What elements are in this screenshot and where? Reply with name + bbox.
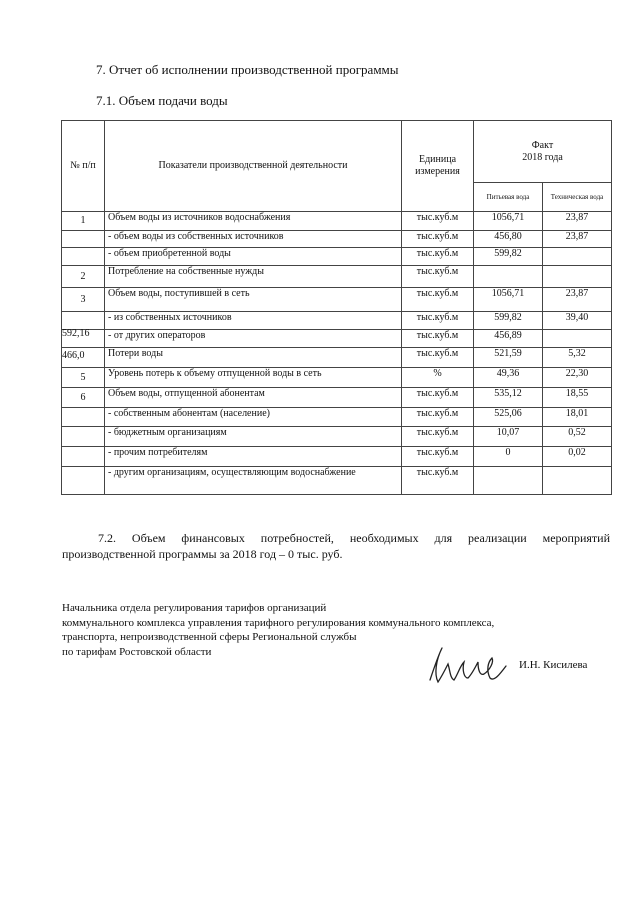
table-row [62, 231, 612, 248]
col-indicator-header: Показатели производственной деятельности [105, 121, 402, 212]
subsection-heading: 7.1. Объем подачи воды [96, 93, 228, 108]
row-unit: тыс.куб.м [402, 348, 474, 368]
table-row [62, 330, 612, 348]
signer-position-line: по тарифам Ростовской области [62, 645, 212, 658]
row-unit: тыс.куб.м [402, 231, 474, 248]
table-row [62, 408, 612, 427]
row-indicator: - прочим потребителям [105, 447, 402, 467]
row-technical-value: 5,32 [543, 348, 612, 368]
col-num-header: № п/п [62, 121, 105, 212]
row-number [62, 427, 105, 447]
row-technical-value: 0,02 [543, 447, 612, 467]
row-drinking-value: 456,89 [474, 330, 543, 348]
row-drinking-value: 599,82 [474, 248, 543, 266]
row-drinking-value: 521,59 [474, 348, 543, 368]
row-number [62, 408, 105, 427]
row-technical-value: 22,30 [543, 368, 612, 388]
col-technical-header: Техническая вода [543, 183, 612, 212]
fact-year: 2018 года [522, 151, 563, 163]
row-number: 5 [62, 368, 105, 388]
row-indicator: Объем воды, отпущенной абонентам [105, 388, 402, 408]
table-row [62, 368, 612, 388]
section-heading: 7. Отчет об исполнении производственной программы [96, 62, 399, 77]
row-indicator: - из собственных источников [105, 312, 402, 330]
water-supply-table [61, 120, 612, 495]
row-technical-value [543, 266, 612, 288]
row-number: 6 [62, 388, 105, 408]
row-unit: тыс.куб.м [402, 212, 474, 231]
row-number [62, 231, 105, 248]
row-number [62, 312, 105, 330]
paragraph-line: производственной программы за 2018 год – 0 тыс. руб. [62, 547, 343, 561]
row-drinking-value: 0 [474, 447, 543, 467]
table-row [62, 427, 612, 447]
row-unit: тыс.куб.м [402, 408, 474, 427]
side-note: 466,0 [62, 350, 85, 361]
row-technical-value [543, 467, 612, 495]
row-drinking-value: 456,80 [474, 231, 543, 248]
signer-position-line: транспорта, непроизводственной сферы Региональной службы [62, 631, 357, 643]
row-unit: тыс.куб.м [402, 467, 474, 495]
row-indicator: Потери воды [105, 348, 402, 368]
col-unit-header: Единица измерения [402, 121, 474, 212]
row-technical-value: 23,87 [543, 288, 612, 312]
table-row [62, 467, 612, 495]
row-drinking-value: 49,36 [474, 368, 543, 388]
row-drinking-value: 525,06 [474, 408, 543, 427]
row-drinking-value: 10,07 [474, 427, 543, 447]
row-drinking-value [474, 467, 543, 495]
row-unit: тыс.куб.м [402, 388, 474, 408]
row-number: 3 [62, 288, 105, 312]
row-drinking-value: 1056,71 [474, 288, 543, 312]
row-number [62, 447, 105, 467]
signer-position-line: коммунального комплекса управления тарифного регулирования коммунального комплекса, [62, 616, 495, 629]
table-row [62, 266, 612, 288]
fact-label: Факт [531, 139, 554, 151]
row-drinking-value: 599,82 [474, 312, 543, 330]
row-number: 1 [62, 212, 105, 231]
table-header-row [62, 121, 612, 183]
row-number [62, 467, 105, 495]
row-unit: % [402, 368, 474, 388]
row-unit: тыс.куб.м [402, 248, 474, 266]
row-indicator: - объем приобретенной воды [105, 248, 402, 266]
row-indicator: - объем воды из собственных источников [105, 231, 402, 248]
row-number [62, 248, 105, 266]
row-indicator: - собственным абонентам (население) [105, 408, 402, 427]
row-unit: тыс.куб.м [402, 427, 474, 447]
row-unit: тыс.куб.м [402, 312, 474, 330]
table-row [62, 248, 612, 266]
row-indicator: - бюджетным организациям [105, 427, 402, 447]
signer-position-line: Начальника отдела регулирования тарифов организаций [62, 602, 327, 614]
signer-name: И.Н. Кисилева [519, 659, 588, 671]
row-technical-value: 39,40 [543, 312, 612, 330]
row-indicator: Объем воды из источников водоснабжения [105, 212, 402, 231]
handwritten-signature [420, 640, 510, 690]
row-technical-value: 23,87 [543, 212, 612, 231]
paragraph-line: 7.2. Объем финансовых потребностей, необходимых для реализации мероприятий [98, 531, 610, 545]
financial-paragraph [62, 530, 610, 562]
row-technical-value [543, 330, 612, 348]
row-unit: тыс.куб.м [402, 288, 474, 312]
row-technical-value: 18,01 [543, 408, 612, 427]
table-row [62, 388, 612, 408]
row-unit: тыс.куб.м [402, 266, 474, 288]
table-row [62, 312, 612, 330]
row-drinking-value: 1056,71 [474, 212, 543, 231]
row-drinking-value [474, 266, 543, 288]
row-technical-value: 23,87 [543, 231, 612, 248]
row-technical-value [543, 248, 612, 266]
row-technical-value: 0,52 [543, 427, 612, 447]
col-fact-header [474, 121, 612, 183]
row-indicator: - от других операторов [105, 330, 402, 348]
row-unit: тыс.куб.м [402, 447, 474, 467]
row-technical-value: 18,55 [543, 388, 612, 408]
table-row [62, 212, 612, 231]
row-indicator: Уровень потерь к объему отпущенной воды в сеть [105, 368, 402, 388]
table-row [62, 447, 612, 467]
table-row [62, 288, 612, 312]
row-indicator: - другим организациям, осуществляющим водоснабжение [105, 467, 402, 495]
side-note: 592,16 [62, 328, 90, 339]
row-drinking-value: 535,12 [474, 388, 543, 408]
col-drinking-header: Питьевая вода [474, 183, 543, 212]
row-unit: тыс.куб.м [402, 330, 474, 348]
row-indicator: Объем воды, поступившей в сеть [105, 288, 402, 312]
row-indicator: Потребление на собственные нужды [105, 266, 402, 288]
row-number: 2 [62, 266, 105, 288]
table-row [62, 348, 612, 368]
